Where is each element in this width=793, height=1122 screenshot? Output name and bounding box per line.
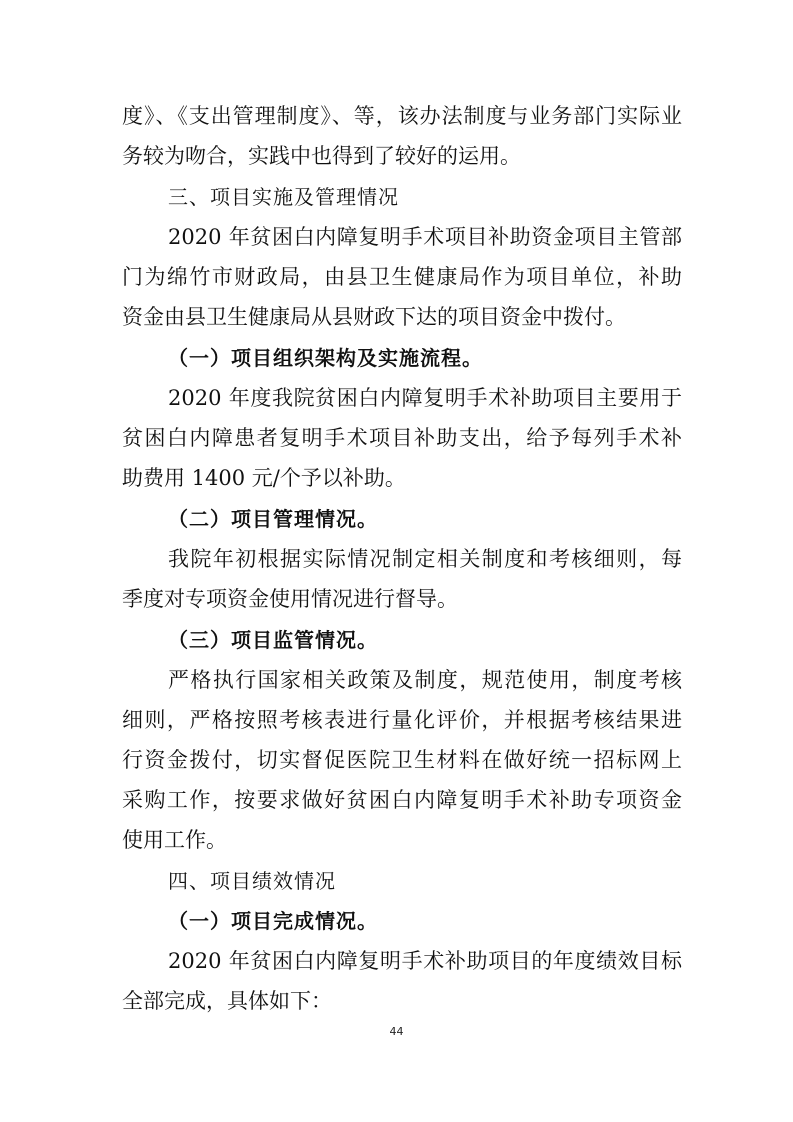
subsection-heading: （一）项目完成情况。 xyxy=(168,909,378,933)
paragraph-line: 行资金拨付，切实督促医院卫生材料在做好统一招标网上 xyxy=(122,748,682,772)
paragraph-line: 2020 年贫困白内障复明手术项目补助资金项目主管部 xyxy=(168,225,682,249)
paragraph-line: 2020 年度我院贫困白内障复明手术补助项目主要用于 xyxy=(168,386,682,410)
subsection-heading: （一）项目组织架构及实施流程。 xyxy=(168,346,483,370)
paragraph-line: 助费用 1400 元/个予以补助。 xyxy=(122,466,406,490)
paragraph-line: 贫困白内障患者复明手术项目补助支出，给予每列手术补 xyxy=(122,426,682,450)
paragraph-line: 资金由县卫生健康局从县财政下达的项目资金中拨付。 xyxy=(122,305,626,329)
paragraph-line: 严格执行国家相关政策及制度，规范使用，制度考核 xyxy=(168,668,682,692)
section-heading: 三、项目实施及管理情况 xyxy=(168,185,399,209)
subsection-heading: （二）项目管理情况。 xyxy=(168,507,378,531)
paragraph-line: 季度对专项资金使用情况进行督导。 xyxy=(122,587,458,611)
paragraph-line: 使用工作。 xyxy=(122,828,227,852)
paragraph-line: 细则，严格按照考核表进行量化评价，并根据考核结果进 xyxy=(122,708,682,732)
paragraph-line: 全部完成，具体如下： xyxy=(122,989,332,1013)
paragraph-line: 务较为吻合，实践中也得到了较好的运用。 xyxy=(122,144,521,168)
section-heading: 四、项目绩效情况 xyxy=(168,869,336,893)
paragraph-line: 采购工作，按要求做好贫困白内障复明手术补助专项资金 xyxy=(122,788,682,812)
page-number: 44 xyxy=(389,1025,404,1038)
subsection-heading: （三）项目监管情况。 xyxy=(168,628,378,652)
paragraph-line: 度》、《支出管理制度》、等，该办法制度与业务部门实际业 xyxy=(122,104,682,128)
paragraph-line: 我院年初根据实际情况制定相关制度和考核细则，每 xyxy=(168,547,682,571)
paragraph-line: 门为绵竹市财政局，由县卫生健康局作为项目单位，补助 xyxy=(122,265,682,289)
paragraph-line: 2020 年贫困白内障复明手术补助项目的年度绩效目标 xyxy=(168,949,682,973)
